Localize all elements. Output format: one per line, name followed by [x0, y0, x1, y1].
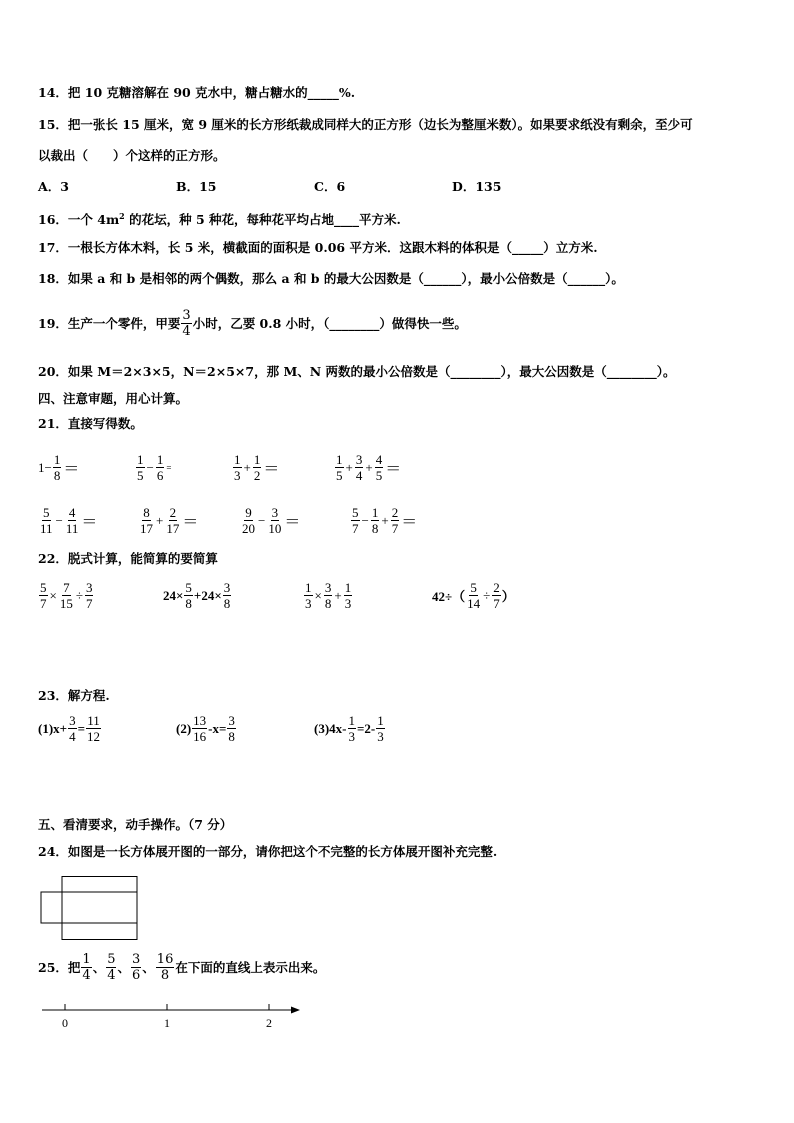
question-23: 23．解方程. [38, 688, 110, 703]
question-15-line1: 15．把一张长 15 厘米，宽 9 厘米的长方形纸裁成同样大的正方形（边长为整厘米数）。如果要求纸没有剩余，至少可 [38, 117, 693, 132]
q21-expr-6: 8 17 + $\frac{2}{17}$ ＝ [140, 505, 199, 536]
section-4-heading: 四、注意审题，用心计算。 [38, 391, 189, 406]
tick-label-1: 1 [164, 1016, 170, 1030]
q21-expr-4: 1 5 + $\frac{3}{4}$ + $\frac{4}{5}$ ＝ [336, 452, 402, 483]
question-24: 24．如图是一长方体展开图的一部分，请你把这个不完整的长方体展开图补充完整. [38, 844, 498, 859]
question-25: 25．把 1 4 、 5 4 、 3 6 、 16 8 在下面的直线上表示出来。 [38, 952, 326, 983]
question-18: 18．如果 a 和 b 是相邻的两个偶数，那么 a 和 b 的最大公因数是（______），最小公倍数是（______）。 [38, 271, 624, 286]
question-21: 21．直接写得数。 [38, 416, 143, 431]
q21-expr-5: 5 11 − $\frac{4}{11}$ ＝ [40, 505, 98, 536]
tick-label-0: 0 [62, 1016, 68, 1030]
q22-expr-4: 42÷（ $\frac{5}{14}$ ÷ $\frac{2}{7}$ ） [432, 580, 515, 611]
question-22: 22．脱式计算，能简算的要简算 [38, 551, 218, 566]
cuboid-net-figure [38, 875, 142, 943]
option-a: A．3 [38, 179, 69, 194]
question-20: 20．如果 M＝2×3×5，N＝2×5×7，那 M、N 两数的最小公倍数是（________），最大公因数是（________）。 [38, 364, 676, 379]
number-line [38, 1000, 303, 1034]
q22-expr-1: $\frac{5}{7}$ × $\frac{7}{15}$ ÷ $\frac{3}{7}$ [40, 580, 93, 611]
q22-expr-2: 24× $\frac{5}{8}$ +24× $\frac{3}{8}$ [163, 580, 231, 611]
q23-eq-3: (3)4x- $\frac{1}{3}$ =2- 1 3 [314, 713, 384, 744]
option-b: B．15 [176, 179, 217, 194]
section-5-heading: 五、看清要求，动手操作。（7 分） [38, 817, 233, 832]
q21-expr-1: 1− $\frac{1}{8}$ ＝ [38, 452, 80, 483]
q21-expr-3: 1 3 + $\frac{1}{2}$ ＝ [234, 452, 280, 483]
q21-expr-2: 1 5 − $\frac{1}{6}$ = [137, 452, 172, 483]
q21-expr-7: 9 20 − $\frac{3}{10}$ ＝ [242, 505, 301, 536]
q23-eq-1: (1)x+ $\frac{3}{4}$ = $\frac{11}{12}$ [38, 713, 100, 744]
question-19: 19．生产一个零件，甲要 3 4 小时，乙要 0.8 小时，（________）做得快一些。 [38, 308, 467, 339]
q22-expr-3: $\frac{1}{3}$ × $\frac{3}{8}$ + $\frac{1}{3}$ [305, 580, 352, 611]
option-c: C．6 [314, 179, 346, 194]
q23-eq-2: (2) 13 16 -x= $\frac{3}{8}$ [176, 713, 235, 744]
question-14: 14．把 10 克糖溶解在 90 克水中，糖占糖水的_____%. [38, 85, 356, 100]
question-15-line2: 以裁出（ ）个这样的正方形。 [38, 148, 226, 163]
option-d: D．135 [452, 179, 502, 194]
question-17: 17．一根长方体木料，长 5 米，横截面的面积是 0.06 平方米．这跟木料的体积是（_____）立方米. [38, 240, 598, 255]
question-16: 16．一个 $4m^2$ 的花坛，种 5 种花，每种花平均占地____平方米. [38, 211, 401, 228]
tick-label-2: 2 [266, 1016, 272, 1030]
fraction-3-4: 3 4 [182, 308, 191, 339]
q21-expr-8: 5 7 − $\frac{1}{8}$ + $\frac{2}{7}$ ＝ [352, 505, 418, 536]
